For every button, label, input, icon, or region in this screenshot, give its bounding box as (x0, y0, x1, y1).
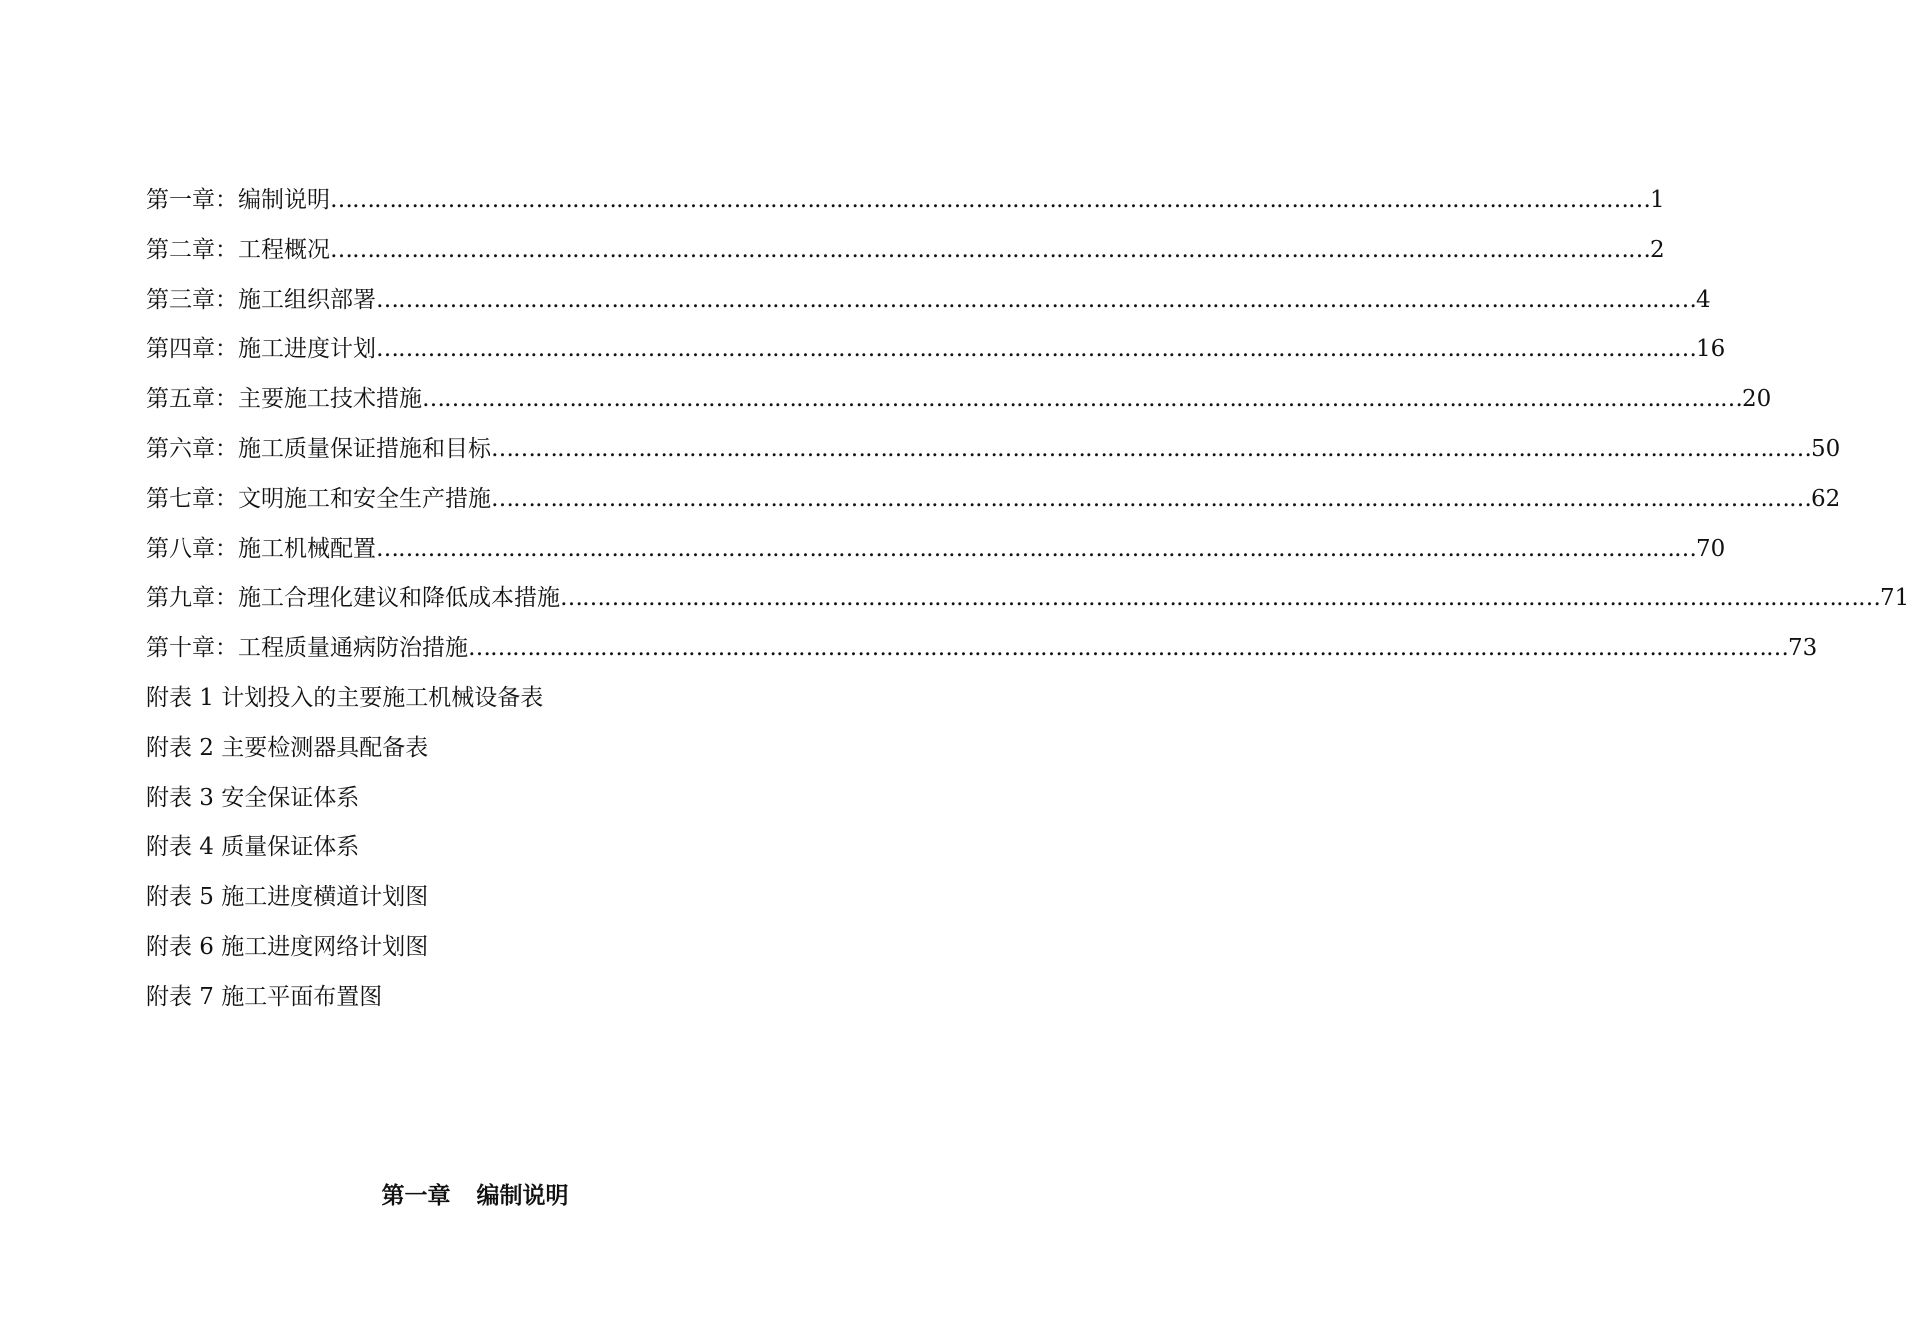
toc-dot-leader: ……………………………………………………………………………………………………………………………………………………………… (422, 386, 1742, 413)
toc-page-number: 62 (1811, 485, 1841, 512)
chapter-heading (0, 1176, 950, 1216)
toc-entry-label: 第三章：施工组织部署 (146, 286, 376, 313)
chapter-title: 编制说明 (476, 1183, 569, 1209)
toc-dot-leader: ……………………………………………………………………………………………………………………………………………………………… (468, 635, 1788, 662)
appendix-entry[interactable]: 附表 6 施工进度网络计划图 (146, 933, 429, 960)
toc-entry-label: 第九章：施工合理化建议和降低成本措施 (146, 585, 560, 612)
toc-entry-label: 第八章：施工机械配置 (146, 535, 376, 562)
toc-entry[interactable] (146, 574, 1909, 624)
toc-page-number: 1 (1650, 187, 1665, 213)
appendix-entry[interactable]: 附表 5 施工进度横道计划图 (146, 884, 429, 911)
toc-page-number: 4 (1696, 286, 1711, 313)
toc-dot-leader: ……………………………………………………………………………………………………………………………………………………………… (376, 286, 1696, 313)
appendix-entry[interactable]: 附表 2 主要检测器具配备表 (146, 734, 429, 761)
toc-entry[interactable] (146, 176, 1665, 226)
toc-entry[interactable] (146, 425, 1841, 475)
toc-entry[interactable] (146, 375, 1772, 425)
toc-dot-leader: ……………………………………………………………………………………………………………………………………………………………… (376, 535, 1696, 562)
toc-page-number: 16 (1696, 336, 1726, 363)
appendix-entry[interactable]: 附表 4 质量保证体系 (146, 834, 360, 861)
toc-entry[interactable] (146, 475, 1841, 525)
toc-page-number: 20 (1742, 386, 1772, 413)
toc-entry[interactable] (146, 276, 1711, 326)
toc-entry[interactable] (146, 624, 1818, 674)
toc-dot-leader: ……………………………………………………………………………………………………………………………………………………………… (491, 485, 1811, 512)
toc-dot-leader: ……………………………………………………………………………………………………………………………………………………………… (560, 585, 1880, 612)
toc-entry-label: 第四章：施工进度计划 (146, 336, 376, 363)
toc-entry[interactable] (146, 226, 1665, 276)
toc-dot-leader: ……………………………………………………………………………………………………………………………………………………………… (330, 236, 1650, 263)
toc-page-number: 70 (1696, 535, 1726, 562)
toc-entry-label: 第十章：工程质量通病防治措施 (146, 635, 468, 662)
appendix-entry[interactable]: 附表 3 安全保证体系 (146, 784, 360, 811)
appendix-entry[interactable]: 附表 7 施工平面布置图 (146, 983, 383, 1010)
toc-entry[interactable] (146, 325, 1726, 375)
toc-page-number: 2 (1650, 236, 1665, 263)
toc-entry-label: 第五章：主要施工技术措施 (146, 386, 422, 413)
table-of-contents (146, 176, 1909, 1023)
toc-entry-label: 第一章：编制说明 (146, 187, 330, 213)
chapter-number: 第一章 (381, 1183, 451, 1209)
toc-dot-leader: ……………………………………………………………………………………………………………………………………………………………… (491, 435, 1811, 462)
toc-entry-label: 第二章：工程概况 (146, 236, 330, 263)
toc-entry[interactable] (146, 525, 1726, 575)
appendix-entry[interactable]: 附表 1 计划投入的主要施工机械设备表 (146, 684, 544, 711)
toc-entry-label: 第六章：施工质量保证措施和目标 (146, 435, 491, 462)
toc-dot-leader: ……………………………………………………………………………………………………………………………………………………………… (376, 336, 1696, 363)
toc-entry-label: 第七章：文明施工和安全生产措施 (146, 485, 491, 512)
toc-page-number: 71 (1880, 585, 1909, 612)
toc-dot-leader: ……………………………………………………………………………………………………………………………………………………………… (330, 187, 1650, 213)
toc-page-number: 50 (1811, 435, 1841, 462)
toc-page-number: 73 (1788, 635, 1818, 662)
